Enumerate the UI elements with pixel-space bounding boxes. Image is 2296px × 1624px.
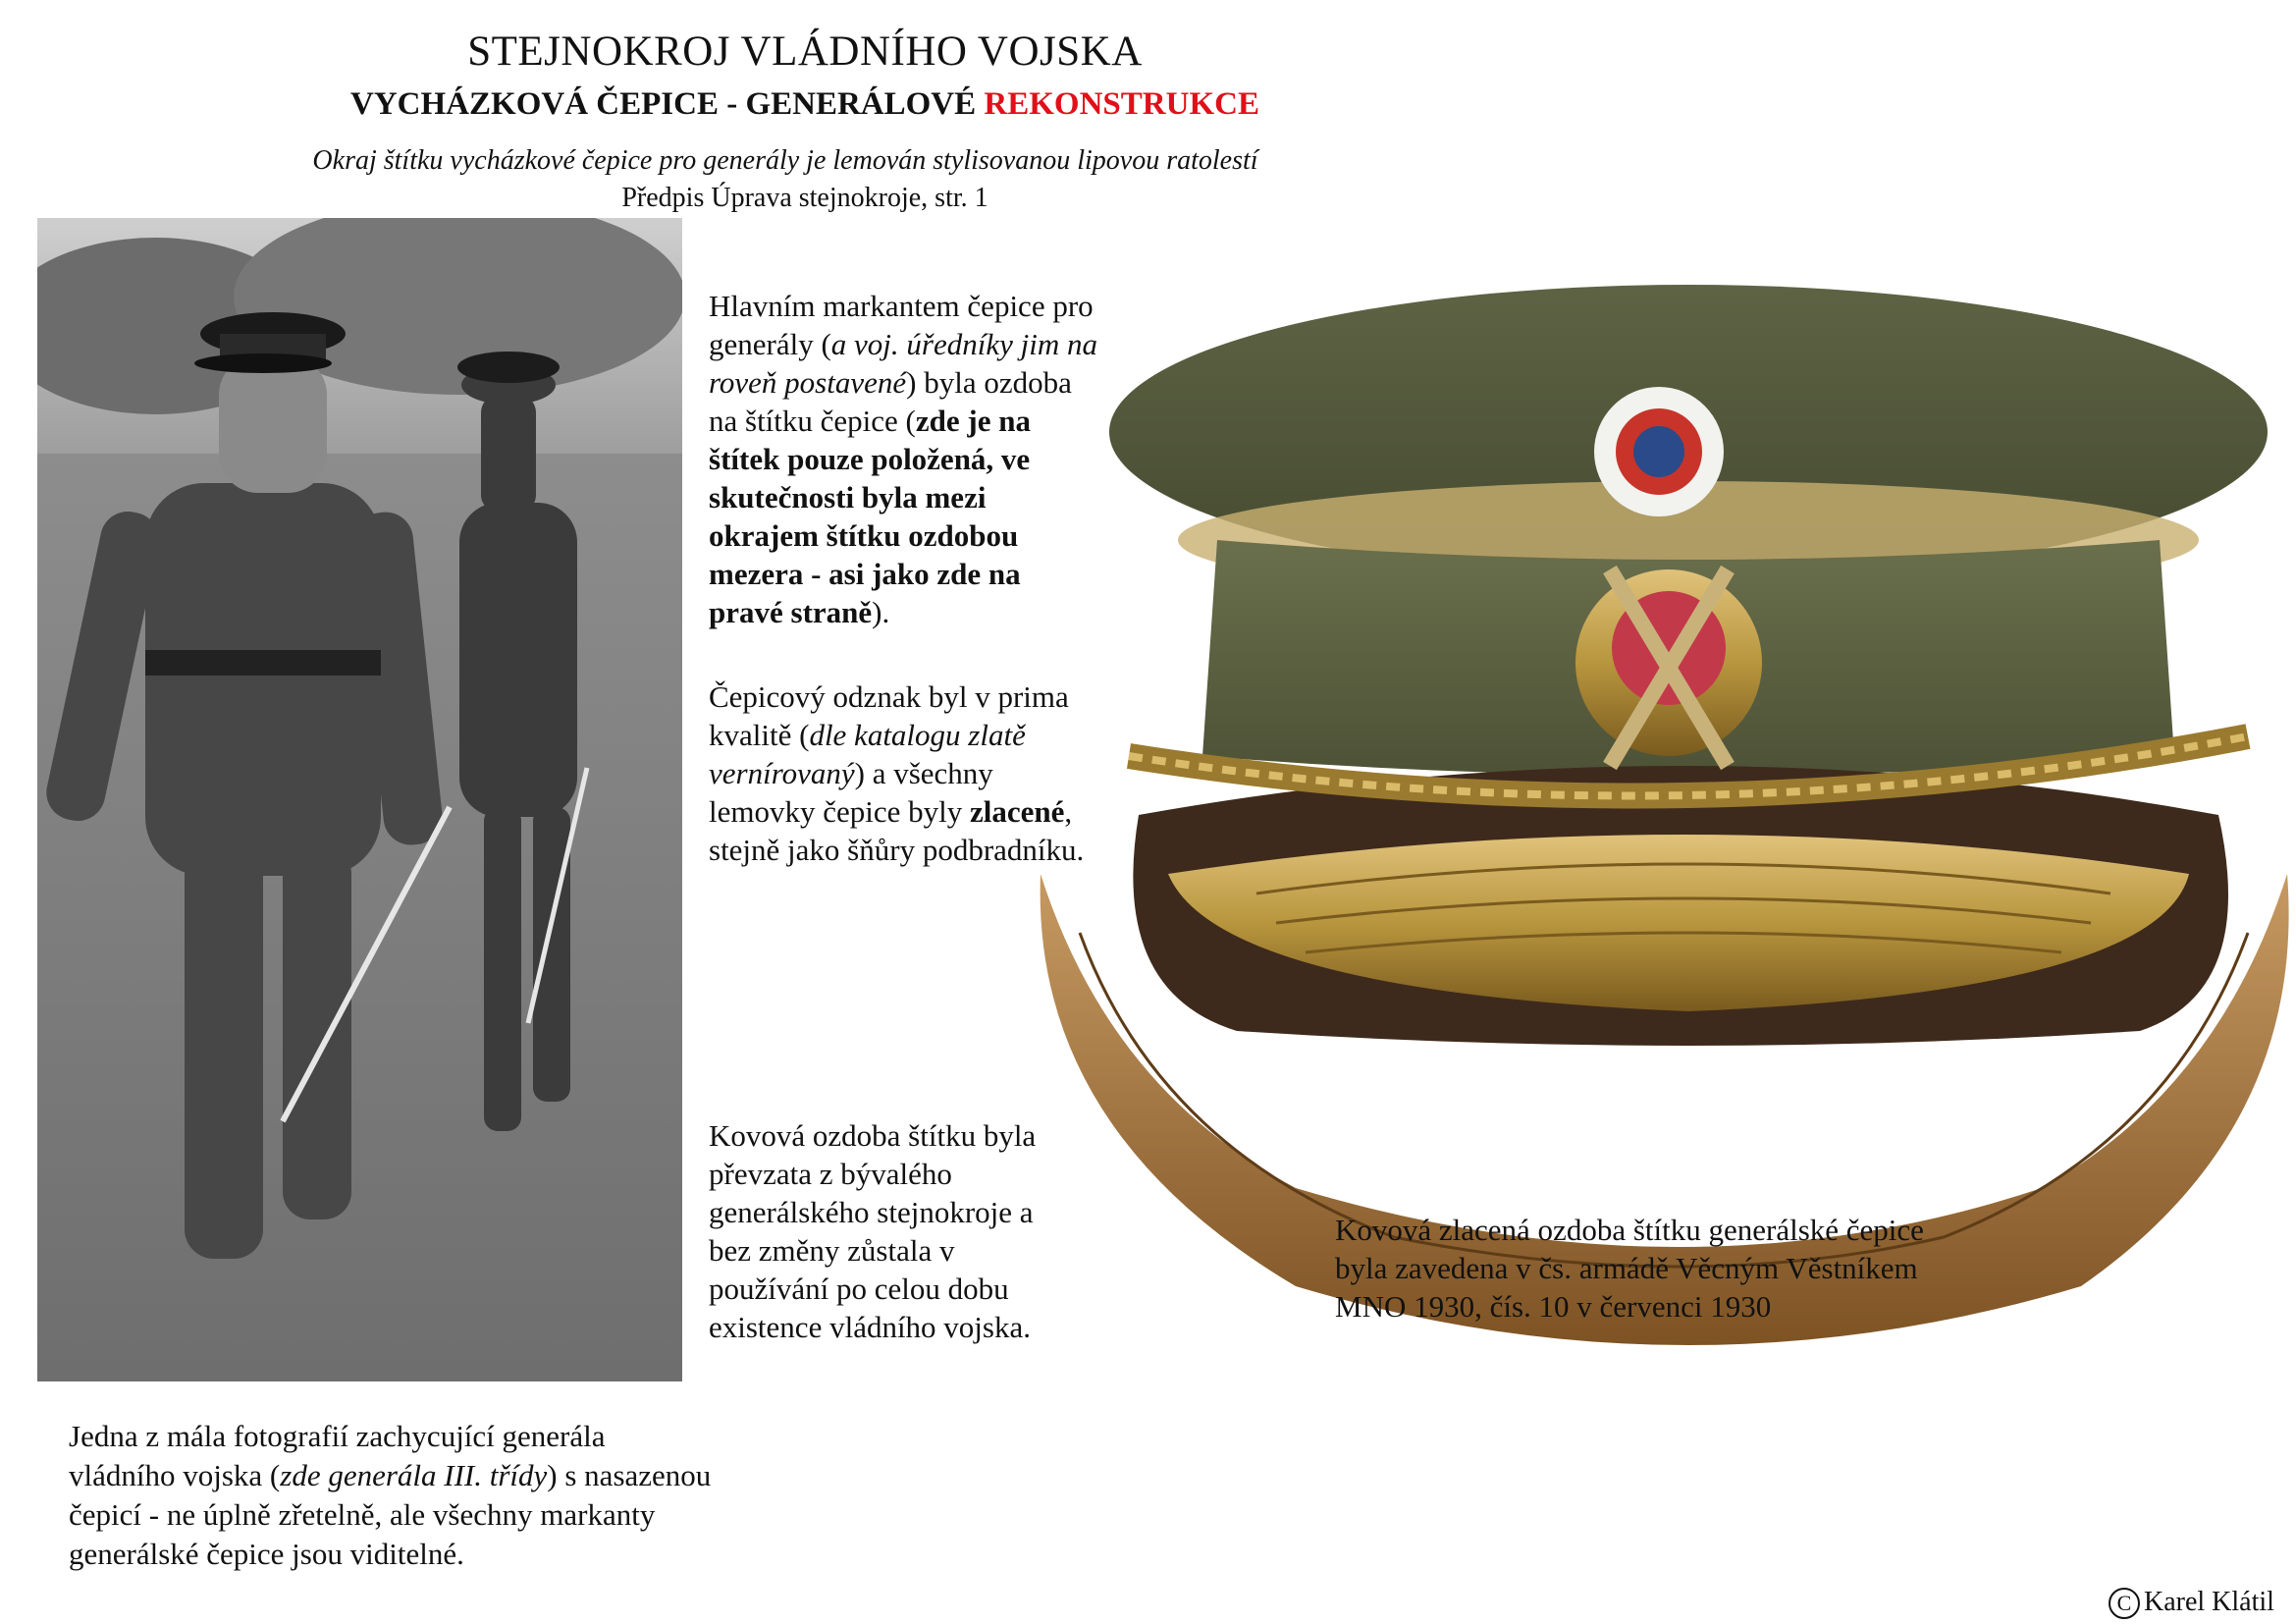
page-subtitle	[0, 86, 1610, 123]
regulation-source: Předpis Úprava stejnokroje, str. 1	[621, 183, 988, 213]
caption-visor-ornament: Hlavním markantem čepice pro generály (a voj. úředníky jim na roveň postavené) byla ozdoba na štítku čepice (zde je na štítek pouze položená, ve skutečnosti byla mezi okrajem štítku ozdobou mezera - asi jako zde na pravé straně).	[709, 289, 1097, 629]
copyright-author: Karel Klátil	[2144, 1587, 2274, 1617]
caption-photo: Jedna z mála fotografií zachycující generála vládního vojska (zde generála III. třídy) s nasazenou čepicí - ne úplně zřetelně, ale všechny markanty generálské čepice jsou viditelné.	[69, 1419, 712, 1571]
caption-regulation: Kovová zlacená ozdoba štítku generálské čepice byla zavedena v čs. armádě Věcným Věstníkem MNO 1930, čís. 10 v červenci 1930	[1335, 1213, 1924, 1324]
subtitle-main: VYCHÁZKOVÁ ČEPICE - GENERÁLOVÉ	[350, 86, 977, 122]
photo-illustration	[37, 218, 682, 1381]
caption-metal-ornament: Kovová ozdoba štítku byla převzata z bývalého generálského stejnokroje a bez změny zůstala v používání po celou dobu existence vládního vojska.	[709, 1118, 1037, 1344]
historical-photo	[37, 218, 682, 1381]
copyright	[2109, 1587, 2274, 1619]
page-title: STEJNOKROJ VLÁDNÍHO VOJSKA	[467, 28, 1143, 75]
copyright-symbol: C	[2109, 1588, 2140, 1619]
regulation-quote: Okraj štítku vycházkové čepice pro generály je lemován stylisovanou lipovou ratolestí	[312, 145, 1258, 176]
subtitle-accent: REKONSTRUKCE	[984, 86, 1259, 122]
caption-cap-badge: Čepicový odznak byl v prima kvalitě (dle katalogu zlatě vernírovaný) a všechny lemovky čepice byly zlacené, stejně jako šňůry podbradníku.	[709, 679, 1085, 867]
